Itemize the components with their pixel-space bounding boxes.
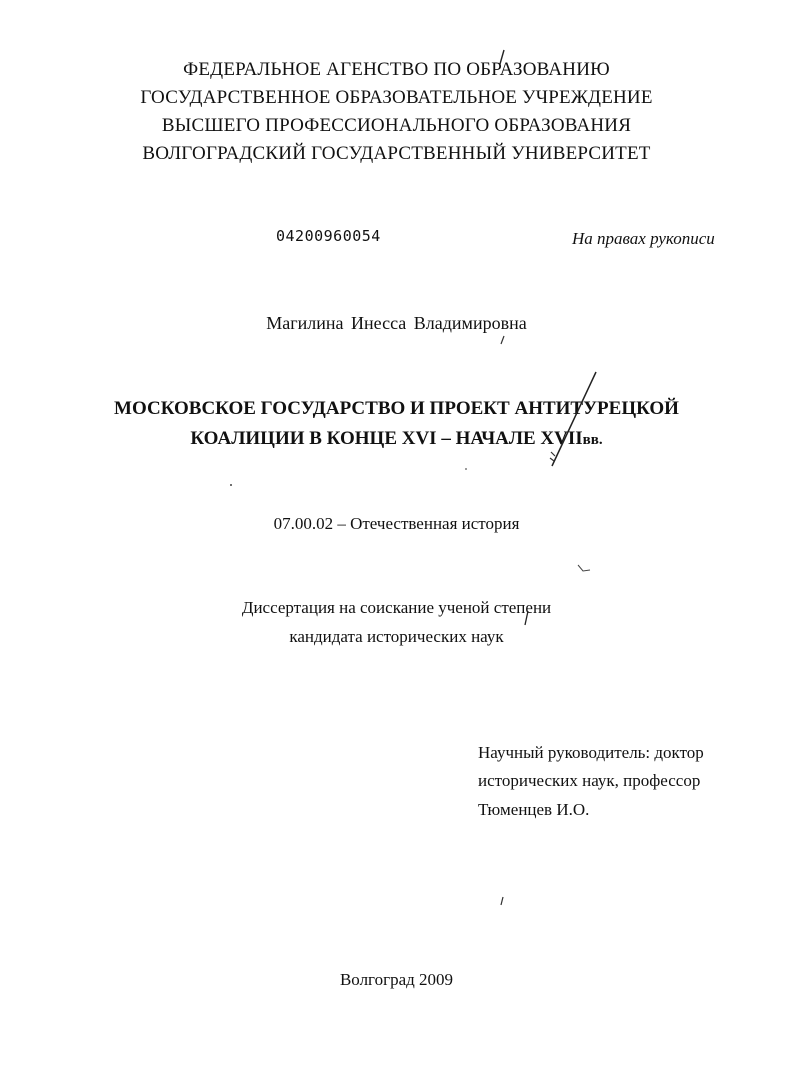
manuscript-label: На правах рукописи: [572, 229, 715, 248]
city-year: Волгоград 2009: [339, 970, 454, 989]
supervisor-line-1: Научный руководитель: доктор: [478, 743, 704, 762]
org-line-1: ФЕДЕРАЛЬНОЕ АГЕНСТВО ПО ОБРАЗОВАНИЮ: [183, 59, 610, 80]
specialty-code: 07.00.02 – Отечественная история: [273, 514, 520, 533]
catalog-number: 04200960054: [276, 227, 381, 245]
supervisor-line-2: исторических наук, профессор: [478, 771, 701, 790]
author-name: Магилина Инесса Владимировна: [266, 313, 527, 333]
thesis-title-line-1: МОСКОВСКОЕ ГОСУДАРСТВО И ПРОЕКТ АНТИТУРЕЦКОЙ: [114, 398, 679, 419]
scan-speck: [230, 484, 232, 486]
pen-tick-mark: [500, 50, 504, 64]
org-line-4: ВОЛГОГРАДСКИЙ ГОСУДАРСТВЕННЫЙ УНИВЕРСИТЕТ: [142, 143, 651, 164]
degree-line-2: кандидата исторических наук: [289, 627, 504, 646]
scan-speck: [465, 468, 467, 470]
thesis-title-line-2-main: КОАЛИЦИИ В КОНЦЕ XVI – НАЧАЛЕ XVII: [190, 428, 583, 449]
pen-tick-mark: [525, 611, 528, 625]
supervisor-line-3: Тюменцев И.О.: [478, 800, 590, 819]
scan-speck: [578, 565, 590, 571]
pen-tick-mark: [501, 897, 503, 905]
thesis-title-centuries: вв.: [582, 432, 603, 448]
org-line-3: ВЫСШЕГО ПРОФЕССИОНАЛЬНОГО ОБРАЗОВАНИЯ: [161, 115, 632, 136]
pen-tick-mark: [501, 336, 504, 344]
pen-slash-mark: [552, 372, 596, 466]
degree-line-1: Диссертация на соискание ученой степени: [241, 598, 552, 617]
org-line-2: ГОСУДАРСТВЕННОЕ ОБРАЗОВАТЕЛЬНОЕ УЧРЕЖДЕНИЕ: [140, 87, 653, 108]
